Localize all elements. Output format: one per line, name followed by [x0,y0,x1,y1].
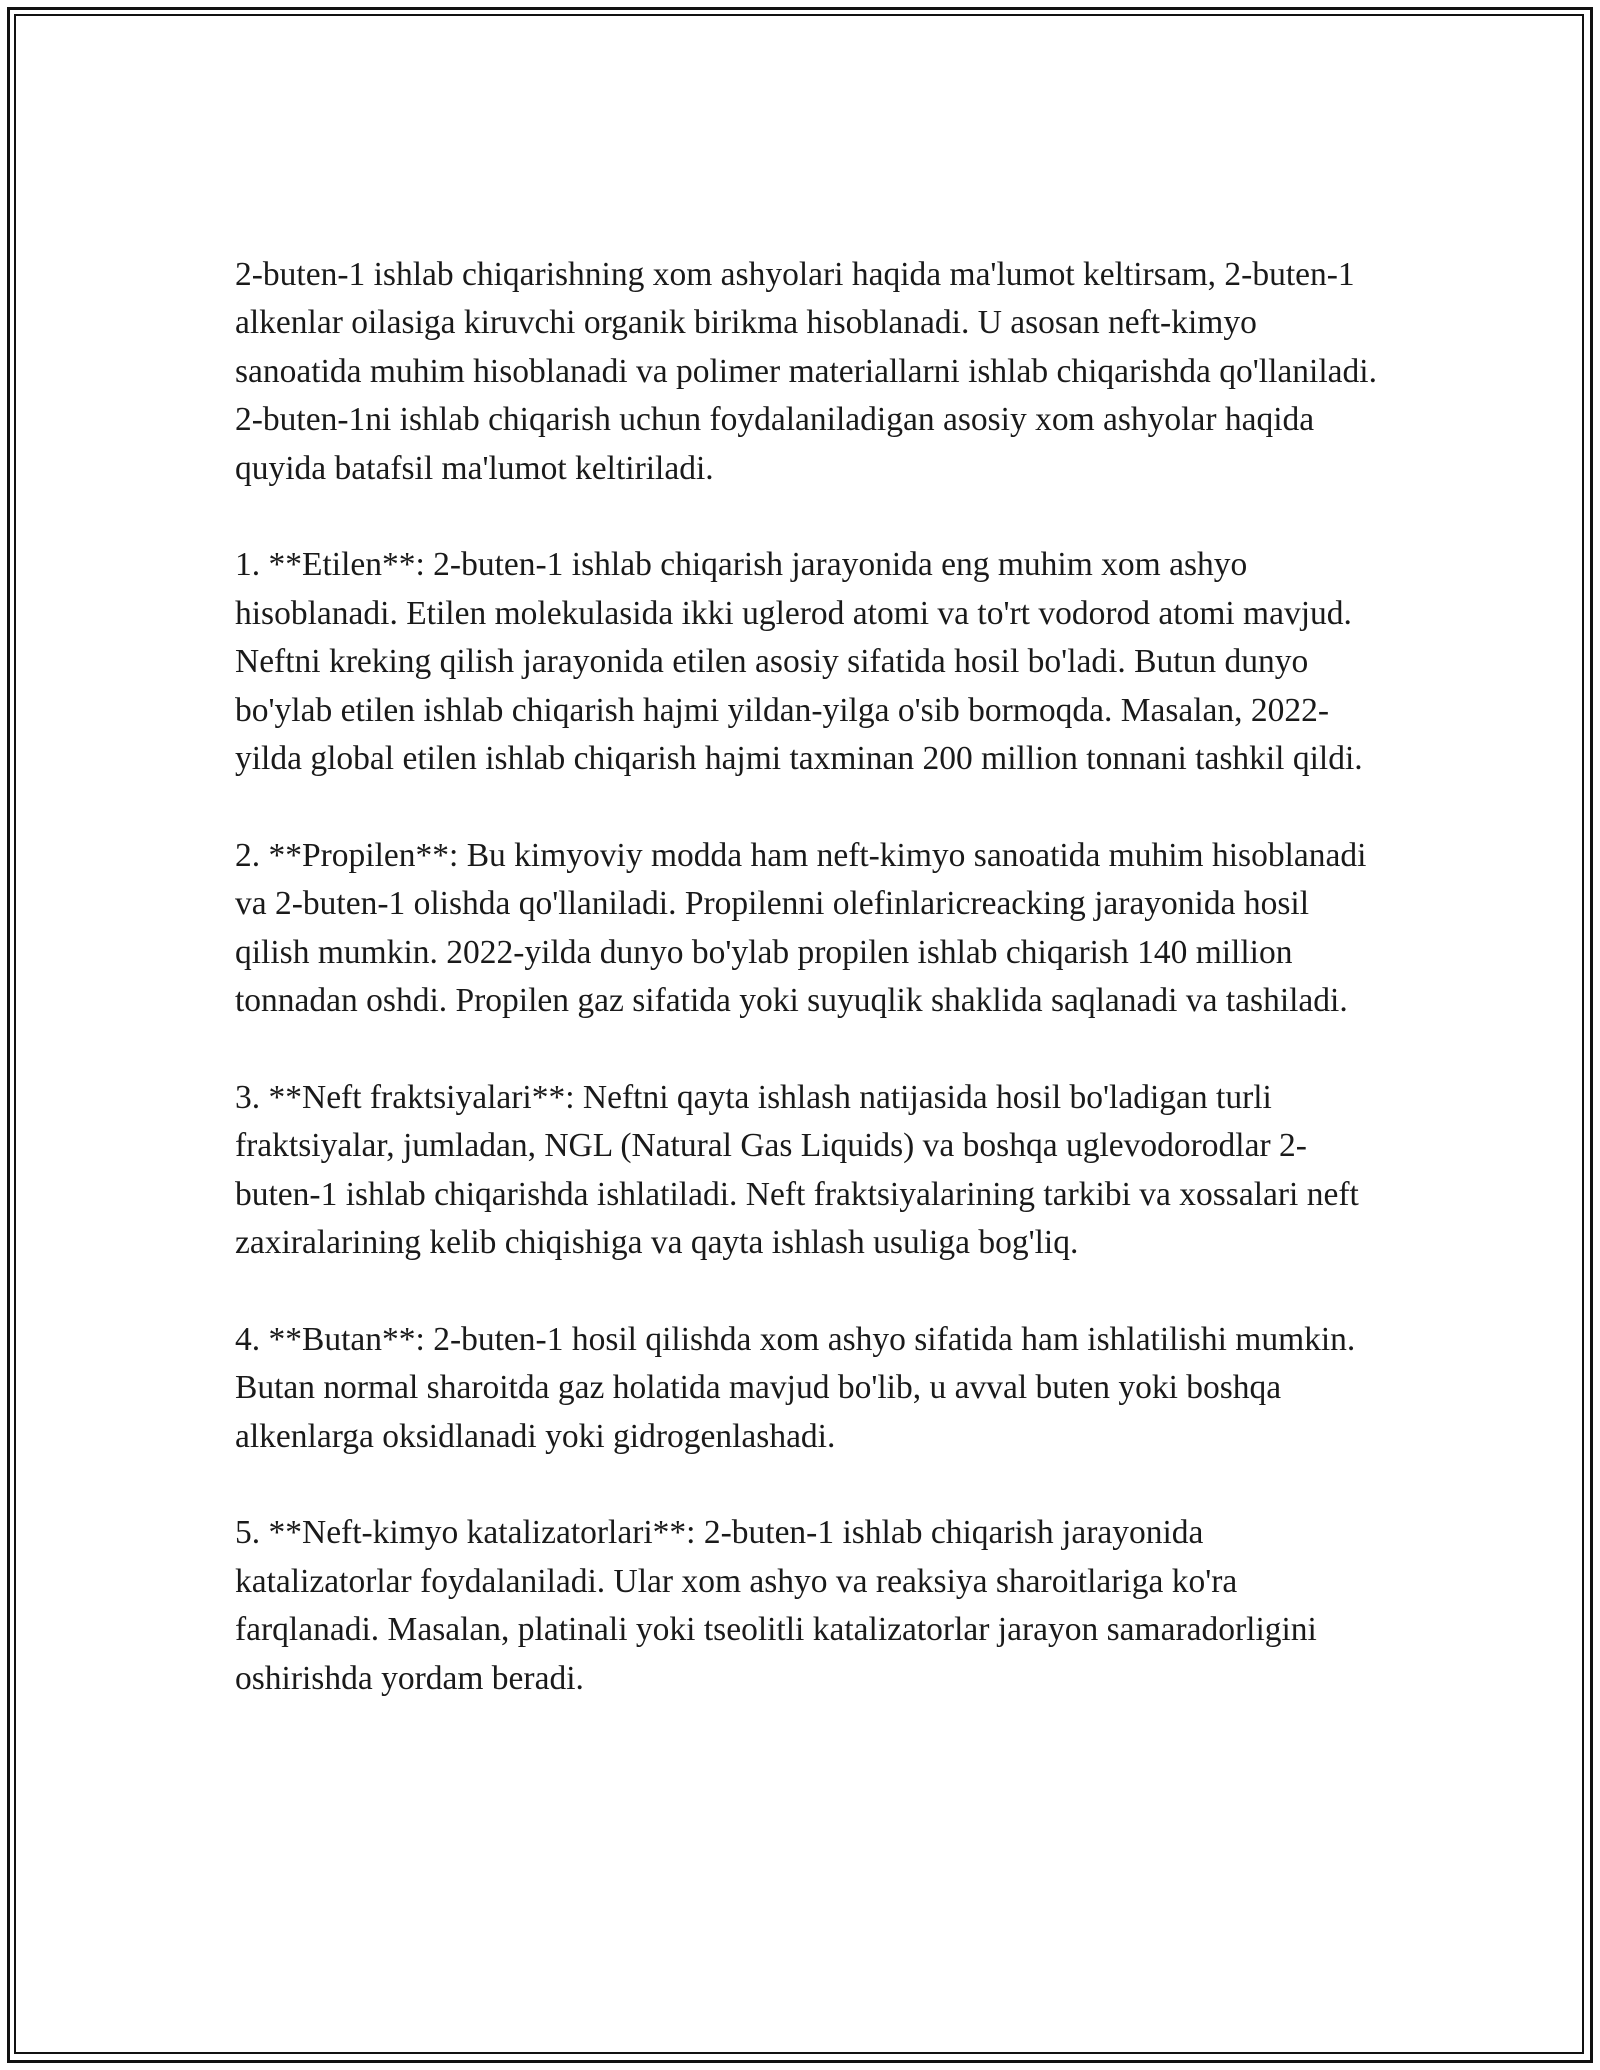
list-item-katalizatorlar: 5. **Neft-kimyo katalizatorlari**: 2-buten-1 ishlab chiqarish jarayonida katalizatorlar foydalaniladi. Ular xom ashyo va reaksiya sharoitlariga ko'ra farqlanadi. Masalan, platinali yoki tseolitli katalizatorlar jarayon samaradorligini oshirishda yordam beradi. [235,1514,1317,1697]
intro-paragraph: 2-buten-1 ishlab chiqarishning xom ashyolari haqida ma'lumot keltirsam, 2-buten-1 alkenlar oilasiga kiruvchi organik birikma hisoblanadi. U asosan neft-kimyo sanoatida muhim hisoblanadi va polimer materiallarni ishlab chiqarishda qo'llaniladi. 2-buten-1ni ishlab chiqarish uchun foydalaniladigan asosiy xom ashyolar haqida quyida batafsil ma'lumot keltiriladi. [235,256,1377,487]
document-body [235,251,1385,1703]
list-item-propilen: 2. **Propilen**: Bu kimyoviy modda ham neft-kimyo sanoatida muhim hisoblanadi va 2-buten-1 olishda qo'llaniladi. Propilenni olefinlaricreacking jarayonida hosil qilish mumkin. 2022-yilda dunyo bo'ylab propilen ishlab chiqarish 140 million tonnadan oshdi. Propilen gaz sifatida yoki suyuqlik shaklida saqlanadi va tashiladi. [235,836,1367,1020]
list-item-neft-fraktsiyalari: 3. **Neft fraktsiyalari**: Neftni qayta ishlash natijasida hosil bo'ladigan turli fraktsiyalar, jumladan, NGL (Natural Gas Liquids) va boshqa uglevodorodlar 2-buten-1 ishlab chiqarishda ishlatiladi. Neft fraktsiyalarining tarkibi va xossalari neft zaxiralarining kelib chiqishiga va qayta ishlash usuliga bog'liq. [235,1078,1359,1262]
list-item-butan: 4. **Butan**: 2-buten-1 hosil qilishda xom ashyo sifatida ham ishlatilishi mumkin. Butan normal sharoitda gaz holatida mavjud bo'lib, u avval buten yoki boshqa alkenlarga oksidlanadi yoki gidrogenlashadi. [235,1320,1356,1455]
list-item-etilen: 1. **Etilen**: 2-buten-1 ishlab chiqarish jarayonida eng muhim xom ashyo hisoblanadi. Etilen molekulasida ikki uglerod atomi va to'rt vodorod atomi mavjud. Neftni kreking qilish jarayonida etilen asosiy sifatida hosil bo'ladi. Butun dunyo bo'ylab etilen ishlab chiqarish hajmi yildan-yilga o'sib bormoqda. Masalan, 2022-yilda global etilen ishlab chiqarish hajmi taxminan 200 million tonnani tashkil qildi. [235,546,1363,778]
